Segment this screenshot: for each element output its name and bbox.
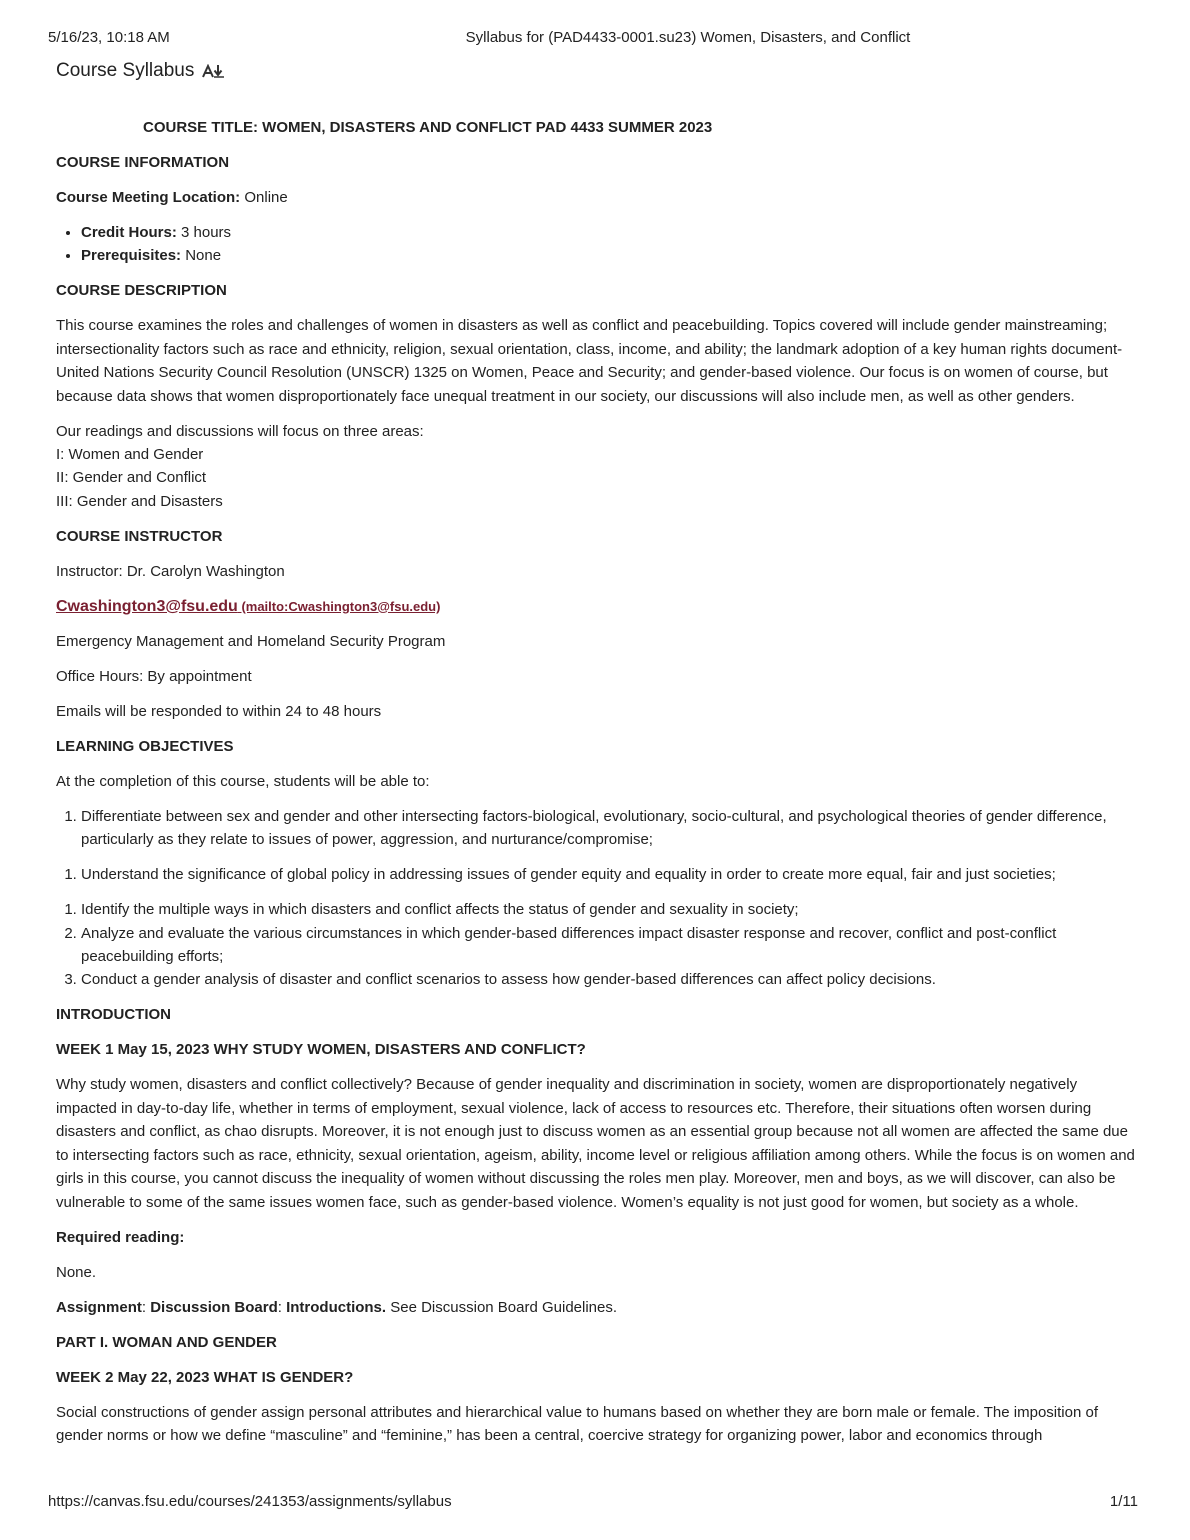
required-reading-value: None. [56, 1263, 97, 1281]
focus-area-2: II: Gender and Conflict [56, 469, 207, 487]
course-title: COURSE TITLE: WOMEN, DISASTERS AND CONFLICT PAD 4433 SUMMER 2023 [143, 119, 713, 136]
assignment-colon: : [141, 1298, 151, 1316]
required-reading-label: Required reading: [56, 1228, 185, 1246]
list-item: 3. Conduct a gender analysis of disaster and conflict scenarios to assess how gender-based differences can affect policy decisions. [81, 968, 1138, 991]
introduction-heading: INTRODUCTION [56, 1006, 171, 1024]
print-footer-url: https://canvas.fsu.edu/courses/241353/assignments/syllabus [48, 1493, 452, 1510]
assignment-label: Assignment [56, 1298, 142, 1316]
syllabus-content [56, 116, 1138, 1459]
print-date: 5/16/23, 10:18 AM [48, 29, 170, 46]
learning-objectives-intro: At the completion of this course, students will be able to: [56, 772, 430, 790]
week-2-heading: WEEK 2 May 22, 2023 WHAT IS GENDER? [56, 1368, 354, 1386]
instructor-program: Emergency Management and Homeland Security Program [56, 632, 446, 650]
print-page-number: 1/11 [1109, 1493, 1138, 1510]
week-2-paragraph: Social constructions of gender assign personal attributes and hierarchical value to humans based on whether they are born male or female. The imposition of gender norms or how we define “masculine” and “feminine,” has been a central, coercive strategy for organizing power, labor and economics through [56, 1403, 1098, 1444]
course-info-list [56, 221, 1138, 268]
prerequisites-value: None [181, 247, 222, 265]
email-text: Cwashington3@fsu.edu [56, 597, 238, 615]
list-item: 1. Understand the significance of global policy in addressing issues of gender equity and equality in order to create more equal, fair and just societies; [81, 863, 1138, 886]
assignment-row [56, 1296, 1138, 1319]
introductions-label: Introductions. [286, 1298, 387, 1316]
week-1-heading: WEEK 1 May 15, 2023 WHY STUDY WOMEN, DISASTERS AND CONFLICT? [56, 1041, 586, 1059]
prerequisites-label: Prerequisites: [81, 247, 182, 265]
page-heading-row [56, 60, 226, 82]
sort-arrows-icon[interactable] [202, 64, 226, 78]
meeting-location-label: Course Meeting Location: [56, 189, 241, 206]
list-item [81, 221, 1138, 244]
focus-areas [56, 420, 1138, 514]
instructor-name: Instructor: Dr. Carolyn Washington [56, 562, 285, 580]
list-item: 1. Identify the multiple ways in which disasters and conflict affects the status of gender and sexuality in society; [81, 898, 1138, 921]
credit-hours-value: 3 hours [176, 224, 232, 241]
course-instructor-heading: COURSE INSTRUCTOR [56, 527, 223, 545]
course-description-paragraph: This course examines the roles and challenges of women in disasters as well as conflict and peacebuilding. Topics covered will include gender mainstreaming; intersectionality factors such as race and ethnicity, religion, sexual orientation, class, income, and ability; the landmark adoption of a key human rights document-United Nations Security Council Resolution (UNSCR) 1325 on Women, Peace and Security; and gender-based violence. Our focus is on women of course, but because data shows that women disproportionately face unequal treatment in our society, our discussions will also include men, as well as other genders. [56, 317, 1123, 405]
part-one-heading: PART I. WOMAN AND GENDER [56, 1333, 277, 1351]
email-response-time: Emails will be responded to within 24 to 48 hours [56, 702, 382, 720]
list-item [81, 244, 1138, 267]
office-hours: Office Hours: By appointment [56, 667, 252, 685]
instructor-email-link[interactable] [56, 598, 440, 615]
focus-area-1: I: Women and Gender [56, 446, 204, 464]
meeting-location-value: Online [240, 189, 288, 206]
discussion-board-label: Discussion Board [150, 1298, 278, 1316]
list-item: 2. Analyze and evaluate the various circumstances in which gender-based differences impact disaster response and recover, conflict and post-conflict peacebuilding efforts; [81, 922, 1138, 969]
mailto-text: (mailto:Cwashington3@fsu.edu) [237, 598, 441, 614]
objectives-list-a [56, 805, 1138, 852]
course-information-heading: COURSE INFORMATION [56, 154, 230, 171]
focus-area-3: III: Gender and Disasters [56, 492, 223, 510]
credit-hours-label: Credit Hours: [81, 224, 177, 241]
list-item: 1. Differentiate between sex and gender and other intersecting factors-biological, evolutionary, socio-cultural, and psychological theories of gender difference, particularly as they relate to issues of power, aggression, and nurturance/compromise; [81, 805, 1138, 852]
page-title: Course Syllabus [56, 60, 195, 81]
assignment-note: See Discussion Board Guidelines. [386, 1298, 618, 1316]
focus-areas-intro: Our readings and discussions will focus on three areas: [56, 422, 424, 440]
meeting-location [56, 186, 1138, 209]
instructor-email-row [56, 595, 1138, 618]
objectives-list-c [56, 898, 1138, 992]
learning-objectives-heading: LEARNING OBJECTIVES [56, 737, 234, 755]
discussion-colon: : [277, 1298, 287, 1316]
objectives-list-b [56, 863, 1138, 886]
week-1-paragraph: Why study women, disasters and conflict collectively? Because of gender inequality and discrimination in society, women are disproportionately negatively impacted in day-to-day life, whether in terms of employment, sexual violence, lack of access to resources etc. Therefore, their situations often worsen during disasters and conflict, as chao disrupts. Moreover, it is not enough just to discuss women as an essential group because not all women are affected the same due to intersecting factors such as race, ethnicity, sexual orientation, ageism, ability, income level or religious affiliation among others. While the focus is on women and girls in this course, you cannot discuss the inequality of women without discussing the roles men play. Moreover, men and boys, as we will discover, can also be vulnerable to some of the same issues women face, such as gender-based violence. Women’s equality is not just good for women, but society as a whole. [56, 1076, 1135, 1211]
print-title: Syllabus for (PAD4433-0001.su23) Women, Disasters, and Conflict [465, 29, 911, 46]
course-description-heading: COURSE DESCRIPTION [56, 282, 227, 300]
